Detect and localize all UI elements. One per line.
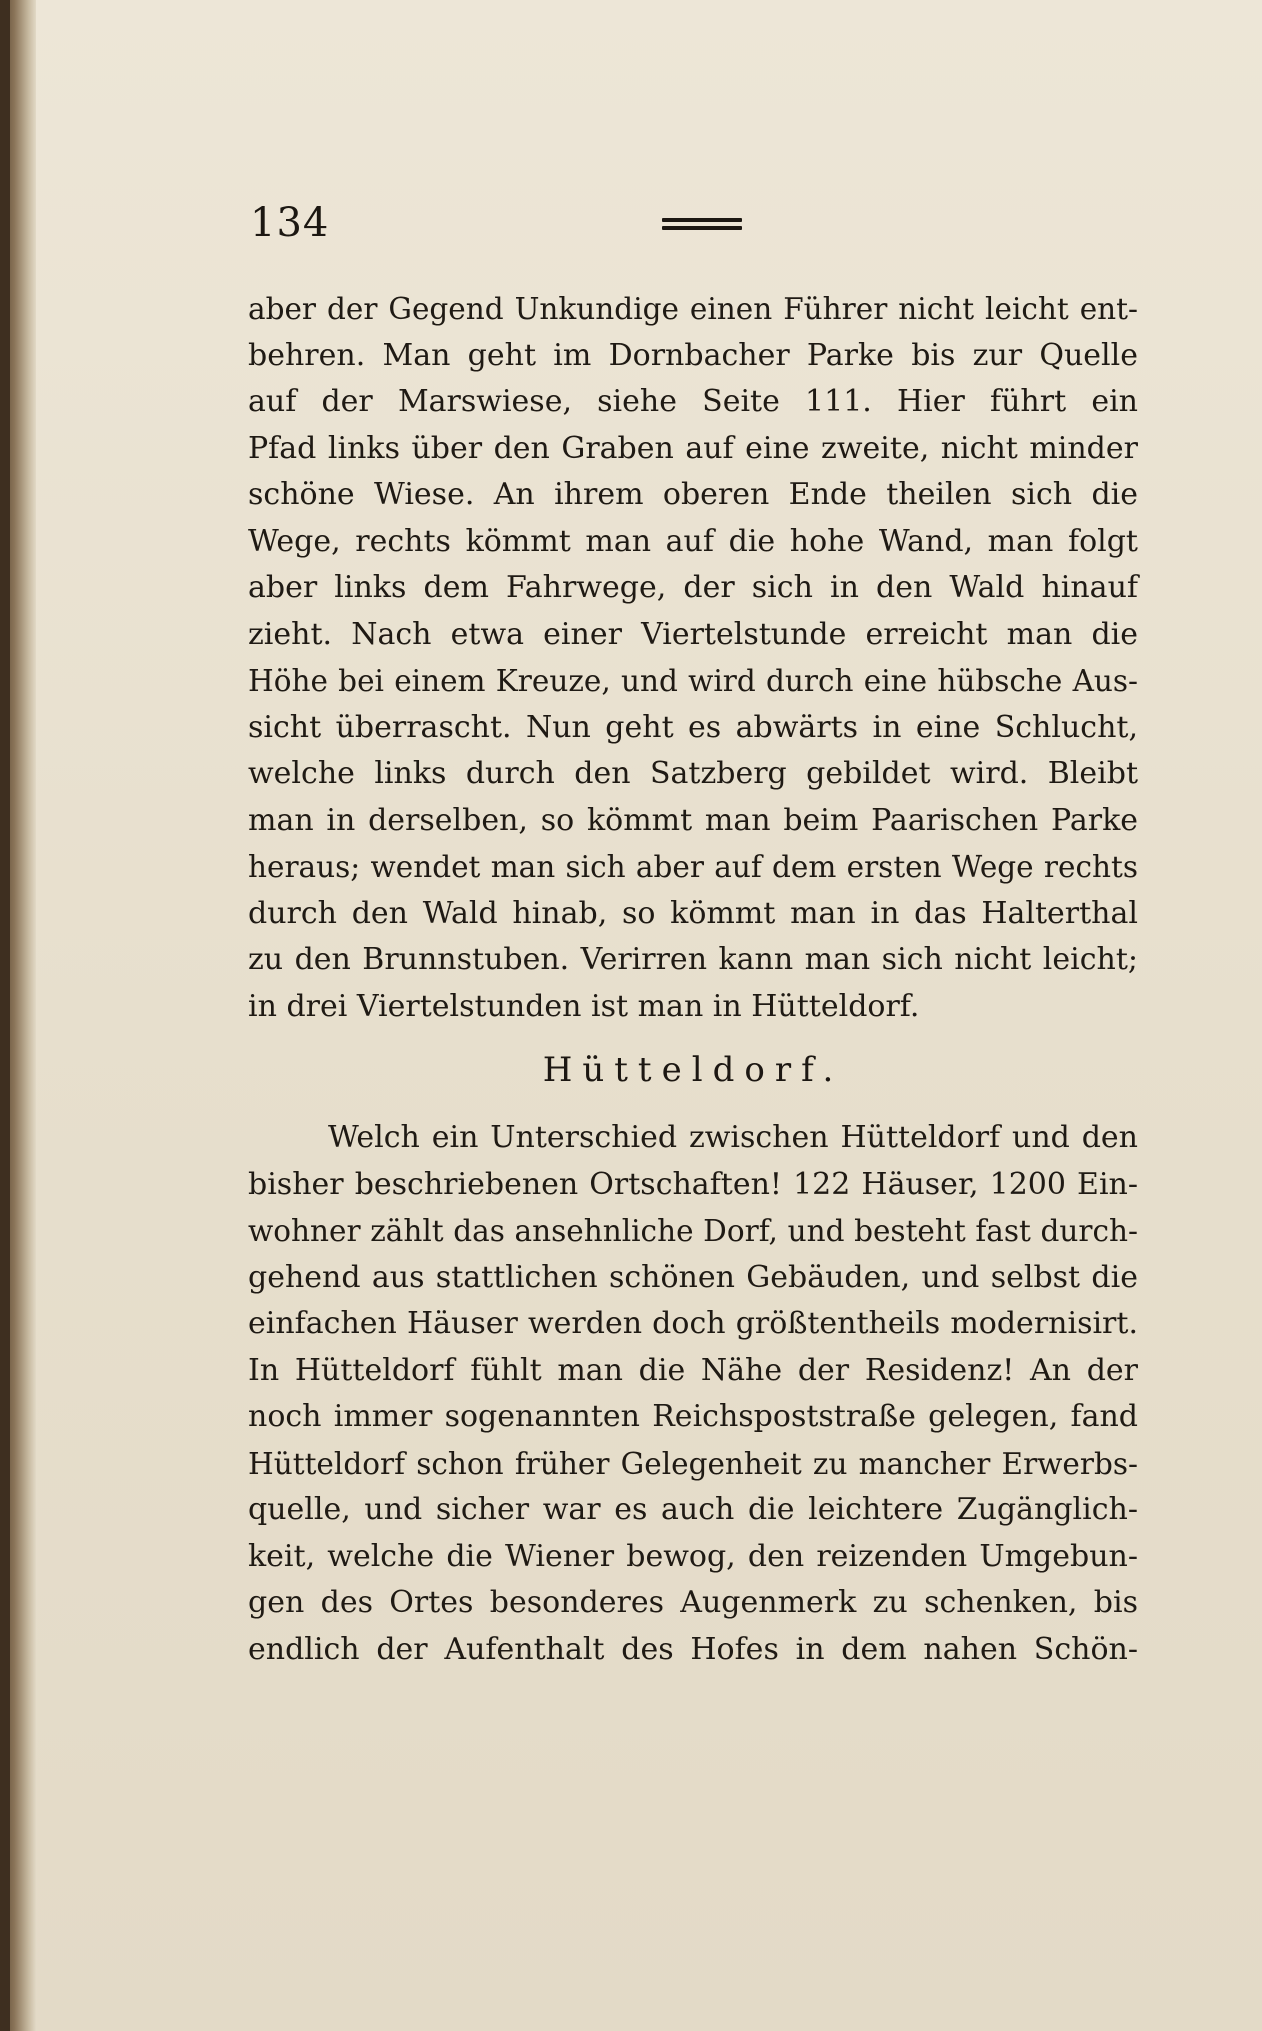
text-line: durch den Wald hinab, so kömmt man in das Halterthal: [248, 895, 1138, 931]
text-line: gen des Ortes besonderes Augenmerk zu schenken, bis: [248, 1585, 1138, 1620]
text-line: zu den Brunnstuben. Verirren kann man sich nicht leicht;: [248, 942, 1138, 977]
text-line: in drei Viertelstunden ist man in Hütteldorf.: [248, 988, 920, 1024]
spine-edge: [0, 0, 10, 2031]
text-line: In Hütteldorf fühlt man die Nähe der Residenz! An der: [248, 1352, 1138, 1388]
book-binding: [0, 0, 36, 2031]
text-line: noch immer sogenannten Reichspoststraße gelegen, fand: [248, 1399, 1138, 1434]
text-line: man in derselben, so kömmt man beim Paarischen Parke: [248, 802, 1138, 838]
text-line: zieht. Nach etwa einer Viertelstunde erreicht man die: [248, 616, 1138, 652]
page-header: [250, 200, 1140, 250]
text-line: behren. Man geht im Dornbacher Parke bis zur Quelle: [248, 337, 1138, 373]
text-line: bisher beschriebenen Ortschaften! 122 Häuser, 1200 Ein-: [248, 1166, 1138, 1202]
text-line: wohner zählt das ansehnliche Dorf, und besteht fast durch-: [248, 1214, 1138, 1248]
text-line: aber der Gegend Unkundige einen Führer nicht leicht ent-: [248, 292, 1138, 326]
text-line: Hütteldorf schon früher Gelegenheit zu mancher Erwerbs-: [248, 1446, 1138, 1481]
text-line: welche links durch den Satzberg gebildet wird. Bleibt: [248, 756, 1138, 791]
header-rule: [662, 218, 742, 234]
text-line: schöne Wiese. An ihrem oberen Ende theilen sich die: [248, 477, 1138, 512]
text-line: quelle, und sicher war es auch die leichtere Zugänglich-: [248, 1492, 1138, 1527]
text-line: auf der Marswiese, siehe Seite 111. Hier führt ein: [248, 384, 1138, 419]
text-line: gehend aus stattlichen schönen Gebäuden, und selbst die: [248, 1259, 1138, 1295]
text-line: Wege, rechts kömmt man auf die hohe Wand, man folgt: [248, 523, 1138, 559]
text-line: aber links dem Fahrwege, der sich in den Wald hinauf: [248, 570, 1138, 605]
page-number: 134: [250, 200, 330, 246]
paragraph-1: [248, 286, 1138, 1030]
text-line: sicht überrascht. Nun geht es abwärts in eine Schlucht,: [248, 709, 1138, 745]
text-line: Pfad links über den Graben auf eine zweite, nicht minder: [248, 430, 1138, 466]
paragraph-2: [248, 1115, 1138, 1673]
section-title: Hütteldorf.: [542, 1050, 844, 1090]
text-line: Welch ein Unterschied zwischen Hütteldorf und den: [328, 1120, 1138, 1155]
text-line: einfachen Häuser werden doch größtentheils modernisirt.: [248, 1306, 1138, 1341]
text-line: endlich der Aufenthalt des Hofes in dem nahen Schön-: [248, 1631, 1138, 1667]
text-line: Höhe bei einem Kreuze, und wird durch eine hübsche Aus-: [248, 664, 1138, 698]
text-line: heraus; wendet man sich aber auf dem ersten Wege rechts: [248, 850, 1138, 884]
text-line: keit, welche die Wiener bewog, den reizenden Umgebun-: [248, 1538, 1138, 1574]
